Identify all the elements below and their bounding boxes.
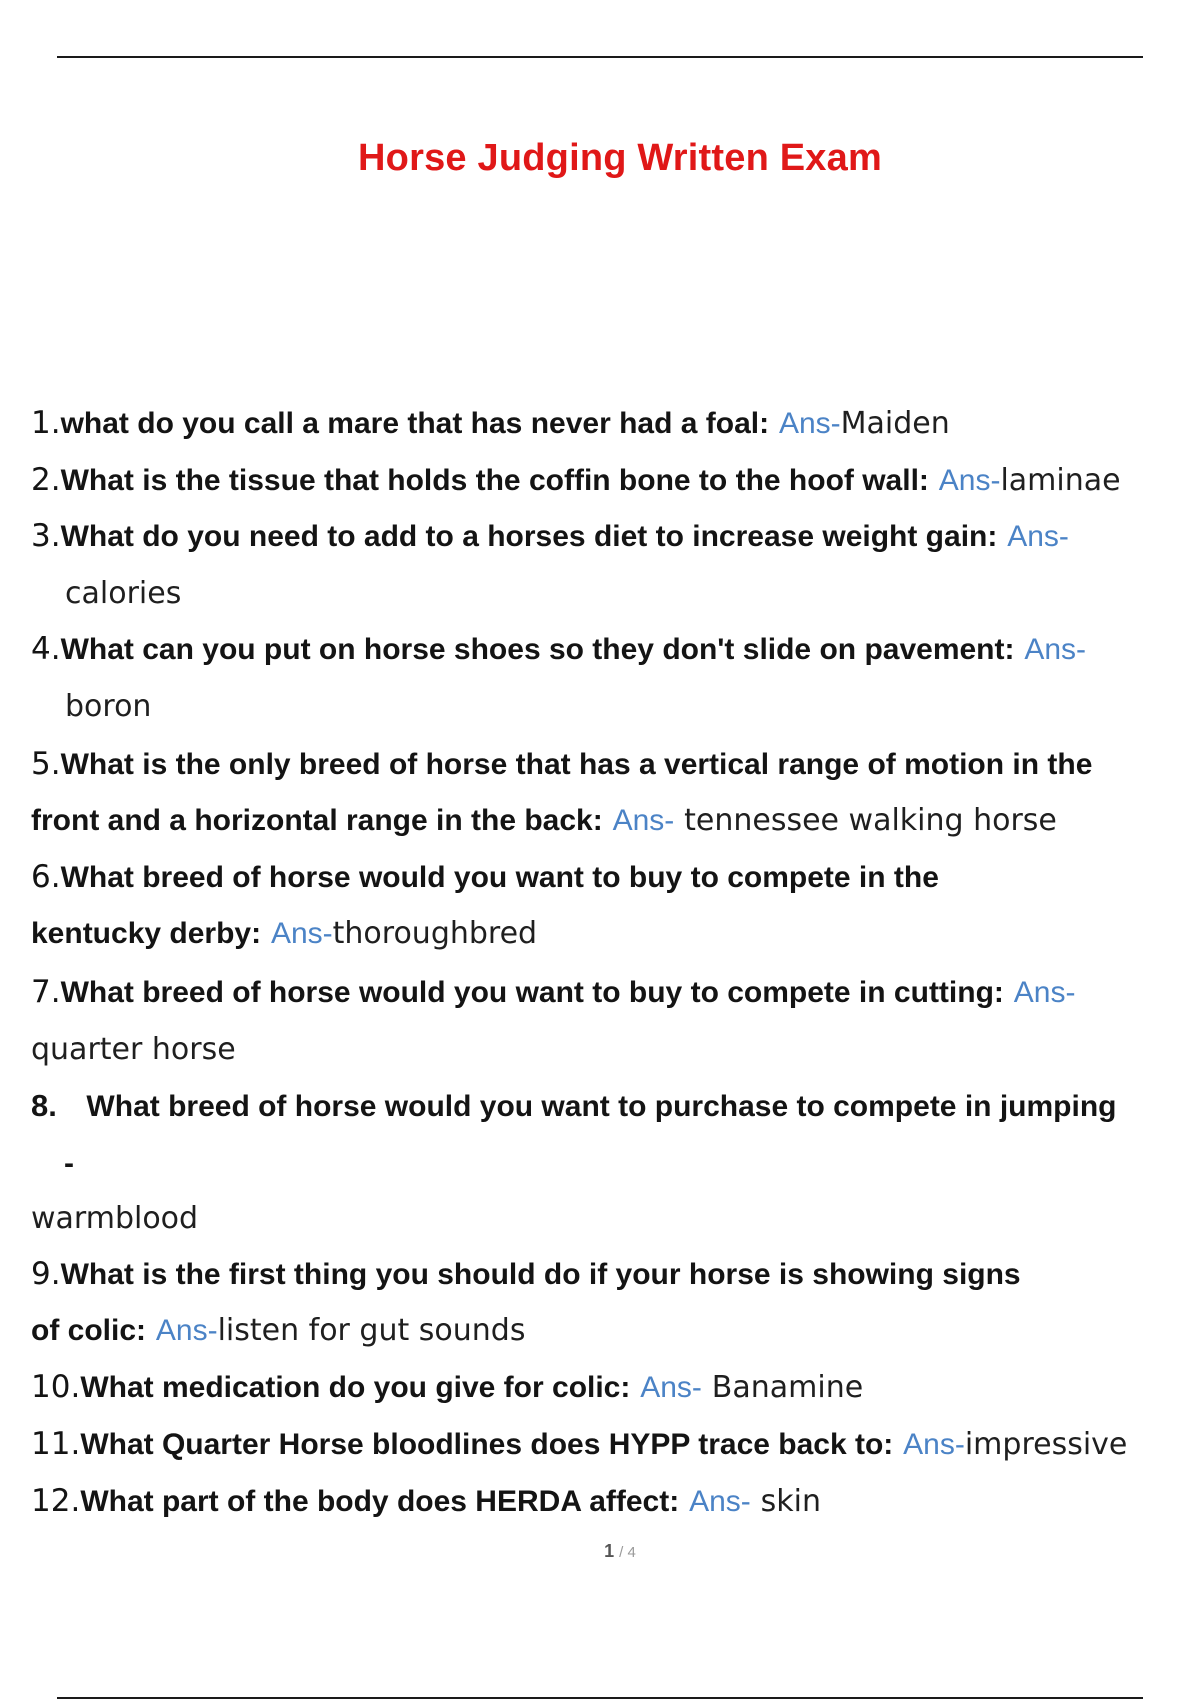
question-11 xyxy=(31,1424,1127,1465)
dash-line-8 xyxy=(64,1143,74,1184)
ans-label: Ans- xyxy=(1024,633,1087,666)
question-number: 9. xyxy=(31,1256,61,1292)
question-7 xyxy=(31,972,1075,1013)
question-text: What medication do you give for colic: xyxy=(80,1371,631,1404)
answer-line-8 xyxy=(31,1198,198,1239)
question-number: 4. xyxy=(31,631,61,667)
answer-text: tennessee walking horse xyxy=(684,803,1057,838)
bottom-rule xyxy=(57,1697,1143,1699)
dash-mark: - xyxy=(64,1147,74,1180)
question-number: 12. xyxy=(31,1483,81,1519)
question-text: what do you call a mare that has never had a foal: xyxy=(60,407,770,440)
answer-text: boron xyxy=(65,689,152,724)
question-6 xyxy=(31,857,939,898)
question-number: 6. xyxy=(31,859,61,895)
question-3 xyxy=(31,516,1069,557)
question-text: What is the tissue that holds the coffin bone to the hoof wall: xyxy=(60,464,929,497)
question-1 xyxy=(31,403,950,444)
top-rule xyxy=(57,56,1143,58)
page-title: Horse Judging Written Exam xyxy=(358,137,882,179)
answer-text: warmblood xyxy=(31,1201,199,1236)
answer-line-7 xyxy=(31,1029,236,1070)
answer-line-3 xyxy=(65,573,181,614)
current-page: 1 xyxy=(604,1541,615,1561)
question-number: 5. xyxy=(31,746,61,782)
question-text: What part of the body does HERDA affect: xyxy=(80,1485,680,1518)
answer-text: calories xyxy=(65,576,182,611)
question-9-cont xyxy=(31,1310,525,1351)
question-2 xyxy=(31,460,1121,501)
question-5 xyxy=(31,744,1092,785)
ans-label: Ans- xyxy=(612,804,675,837)
question-9 xyxy=(31,1254,1021,1295)
question-10 xyxy=(31,1367,863,1408)
ans-label: Ans- xyxy=(640,1371,702,1404)
question-number: 7. xyxy=(31,974,61,1010)
question-text: What Quarter Horse bloodlines does HYPP trace back to: xyxy=(80,1428,894,1461)
question-6-cont xyxy=(31,913,537,954)
question-number: 3. xyxy=(31,518,61,554)
question-text: What breed of horse would you want to buy to compete in the xyxy=(60,861,939,894)
answer-line-4 xyxy=(65,686,151,727)
question-text: What do you need to add to a horses diet to increase weight gain: xyxy=(60,520,998,553)
answer-text: listen for gut sounds xyxy=(217,1313,526,1348)
question-8 xyxy=(31,1086,1116,1127)
ans-label: Ans- xyxy=(778,407,841,440)
question-4 xyxy=(31,629,1086,670)
question-text: What breed of horse would you want to purchase to compete in jumping xyxy=(86,1090,1117,1123)
ans-label: Ans- xyxy=(1013,976,1076,1009)
answer-text: impressive xyxy=(964,1427,1128,1462)
page-indicator xyxy=(0,1541,1200,1562)
answer-text: thoroughbred xyxy=(332,916,538,951)
question-number: 2. xyxy=(31,462,61,498)
ans-label: Ans- xyxy=(270,917,333,950)
answer-text: skin xyxy=(760,1484,821,1519)
question-12 xyxy=(31,1481,821,1522)
question-number: 10. xyxy=(31,1369,81,1405)
question-text: front and a horizontal range in the back: xyxy=(31,804,603,837)
question-text: kentucky derby: xyxy=(31,917,262,950)
ans-label: Ans- xyxy=(689,1485,751,1518)
question-text: What can you put on horse shoes so they don't slide on pavement: xyxy=(60,633,1015,666)
ans-label: Ans- xyxy=(1007,520,1069,553)
question-text: What is the only breed of horse that has a vertical range of motion in the xyxy=(60,748,1093,781)
question-text: What breed of horse would you want to buy to compete in cutting: xyxy=(60,976,1004,1009)
answer-text: Maiden xyxy=(840,406,950,441)
ans-label: Ans- xyxy=(903,1428,965,1461)
question-text: What is the first thing you should do if your horse is showing signs xyxy=(60,1258,1021,1291)
answer-text: laminae xyxy=(1000,463,1121,498)
question-5-cont xyxy=(31,800,1057,841)
answer-text: quarter horse xyxy=(31,1032,236,1067)
question-number: 1. xyxy=(31,405,61,441)
total-pages: / 4 xyxy=(619,1544,636,1561)
answer-text: Banamine xyxy=(711,1370,864,1405)
ans-label: Ans- xyxy=(938,464,1001,497)
question-number: 8. xyxy=(31,1088,57,1123)
question-text: of colic: xyxy=(31,1314,147,1347)
ans-label: Ans- xyxy=(155,1314,218,1347)
question-number: 11. xyxy=(31,1426,81,1462)
